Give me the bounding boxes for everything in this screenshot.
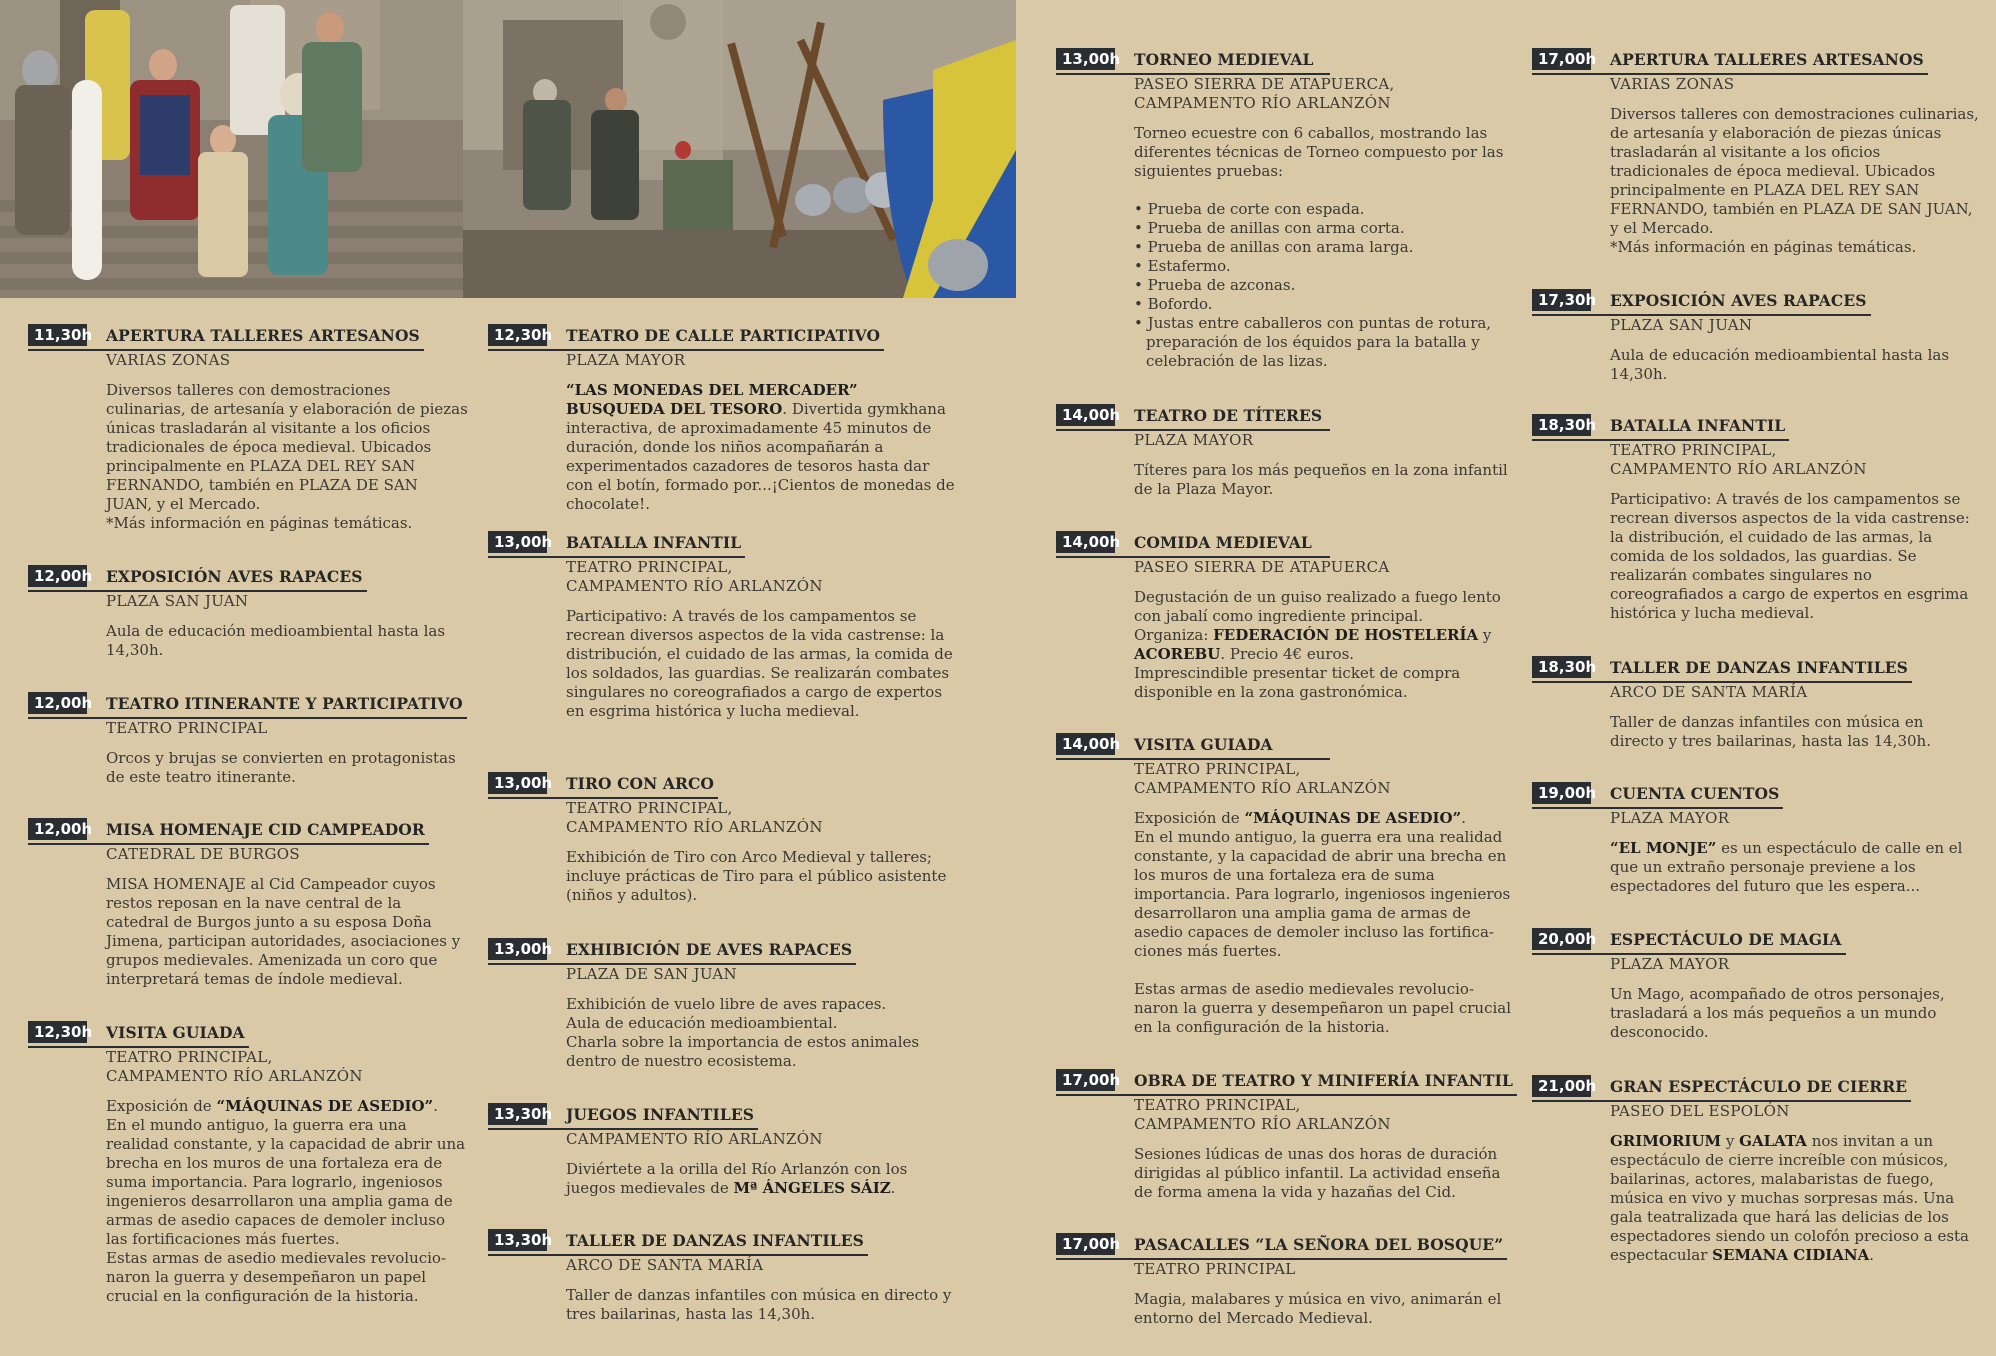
event-time-badge: 21,00h bbox=[1532, 1075, 1591, 1097]
event-header bbox=[1532, 782, 1982, 806]
event-title: EXPOSICIÓN AVES RAPACES bbox=[106, 567, 363, 586]
location-line: PASEO DEL ESPOLÓN bbox=[1610, 1102, 1790, 1120]
event-item bbox=[1532, 289, 1982, 384]
description-paragraph: Diviértete a la orilla del Río Arlanzón con los juegos medievales de Mª ÁNGELES SÁIZ. bbox=[566, 1160, 908, 1197]
event-header bbox=[28, 565, 468, 589]
description-paragraph: Exposición de “MÁQUINAS DE ASEDIO”. bbox=[1134, 809, 1466, 827]
event-header bbox=[28, 1021, 468, 1045]
description-paragraph: Participativo: A través de los campamentos se recrean diversos aspectos de la vida castrense: la distribución, el cuidado de las armas, la comida de los soldados, las guardias. Se realizarán combates singulares no coreografiados a cargo de expertos en esgrima histórica y lucha medieval. bbox=[1610, 490, 1970, 622]
description-paragraph: *Más información en páginas temáticas. bbox=[106, 514, 413, 532]
title-underline bbox=[1532, 681, 1912, 683]
event-description bbox=[1134, 461, 1516, 499]
event-time-badge: 12,30h bbox=[28, 1021, 87, 1043]
event-location bbox=[106, 845, 468, 864]
location-line: ARCO DE SANTA MARÍA bbox=[1610, 683, 1808, 701]
event-body bbox=[106, 592, 468, 660]
description-paragraph: GRIMORIUM y GALATA nos invitan a un espectáculo de cierre increíble con músicos, bailarinas, actores, malabaristas de fuego, música en vivo y muchas sorpresas más. Una gala teatralizada que hará las delicias de los espectadores siendo un colofón precioso a esta espectacular SEMANA CIDIANA. bbox=[1610, 1132, 1969, 1264]
location-line: PLAZA MAYOR bbox=[1134, 431, 1254, 449]
event-location bbox=[1610, 316, 1982, 335]
title-underline bbox=[1532, 953, 1846, 955]
description-paragraph: Taller de danzas infantiles con música en directo y tres bailarinas, hasta las 14,30h. bbox=[1610, 713, 1931, 750]
event-location bbox=[1610, 1102, 1982, 1121]
description-paragraph: Imprescindible presentar ticket de compra disponible en la zona gastronómica. bbox=[1134, 664, 1461, 701]
title-underline bbox=[28, 843, 429, 845]
event-header bbox=[1056, 531, 1516, 555]
event-title: TEATRO DE TÍTERES bbox=[1134, 406, 1323, 425]
photo-medieval-market bbox=[463, 0, 1016, 298]
event-header bbox=[488, 531, 958, 555]
location-line: CAMPAMENTO RÍO ARLANZÓN bbox=[106, 1067, 363, 1085]
event-description bbox=[1610, 839, 1982, 896]
description-paragraph: Aula de educación medioambiental hasta las 14,30h. bbox=[106, 622, 446, 659]
description-paragraph: Magia, malabares y música en vivo, animarán el entorno del Mercado Medieval. bbox=[1134, 1290, 1502, 1327]
title-underline bbox=[1056, 1094, 1517, 1096]
event-body bbox=[566, 1256, 958, 1324]
location-line: CAMPAMENTO RÍO ARLANZÓN bbox=[1134, 94, 1391, 112]
event-title: TEATRO ITINERANTE Y PARTICIPATIVO bbox=[106, 694, 463, 713]
event-time-badge: 12,00h bbox=[28, 818, 87, 840]
location-line: CAMPAMENTO RÍO ARLANZÓN bbox=[566, 1130, 823, 1148]
event-time-badge: 13,30h bbox=[488, 1103, 547, 1125]
event-body bbox=[106, 1048, 468, 1306]
event-item bbox=[488, 1103, 958, 1198]
location-line: CATEDRAL DE BURGOS bbox=[106, 845, 300, 863]
event-location bbox=[566, 965, 958, 984]
event-description bbox=[566, 381, 958, 514]
event-time-badge: 12,30h bbox=[488, 324, 547, 346]
event-title: JUEGOS INFANTILES bbox=[566, 1105, 755, 1124]
event-time-badge: 17,00h bbox=[1056, 1069, 1115, 1091]
event-body bbox=[1134, 558, 1516, 702]
event-description bbox=[566, 1286, 958, 1324]
event-location bbox=[1610, 955, 1982, 974]
event-item bbox=[1532, 928, 1982, 1042]
event-description bbox=[1610, 1132, 1982, 1265]
description-paragraph: Orcos y brujas se convierten en protagonistas de este teatro itinerante. bbox=[106, 749, 456, 786]
event-time-badge: 14,00h bbox=[1056, 733, 1115, 755]
event-header bbox=[488, 1229, 958, 1253]
event-time-badge: 12,00h bbox=[28, 565, 87, 587]
description-paragraph: Degustación de un guiso realizado a fuego lento con jabalí como ingrediente principal. bbox=[1134, 588, 1501, 625]
event-time-badge: 13,00h bbox=[488, 772, 547, 794]
event-item bbox=[488, 772, 958, 905]
event-header bbox=[1532, 414, 1982, 438]
description-paragraph: Exhibición de Tiro con Arco Medieval y talleres; incluye prácticas de Tiro para el público asistente (niños y adultos). bbox=[566, 848, 947, 904]
event-description bbox=[1610, 985, 1982, 1042]
event-header bbox=[488, 324, 958, 348]
location-line: TEATRO PRINCIPAL, bbox=[566, 558, 733, 576]
description-paragraph: Títeres para los más pequeños en la zona infantil de la Plaza Mayor. bbox=[1134, 461, 1508, 498]
event-description bbox=[1134, 124, 1516, 371]
title-underline bbox=[1532, 314, 1871, 316]
description-paragraph bbox=[1134, 961, 1516, 980]
location-line: PLAZA SAN JUAN bbox=[1610, 316, 1753, 334]
event-time-badge: 18,30h bbox=[1532, 414, 1591, 436]
event-description bbox=[106, 381, 468, 533]
description-paragraph: Torneo ecuestre con 6 caballos, mostrando las diferentes técnicas de Torneo compuesto por las siguientes pruebas: bbox=[1134, 124, 1504, 180]
location-line: VARIAS ZONAS bbox=[1610, 75, 1735, 93]
event-item bbox=[1532, 782, 1982, 896]
event-body bbox=[106, 719, 468, 787]
location-line: CAMPAMENTO RÍO ARLANZÓN bbox=[566, 577, 823, 595]
title-underline bbox=[1532, 439, 1789, 441]
event-time-badge: 13,00h bbox=[488, 938, 547, 960]
description-paragraph: Un Mago, acompañado de otros personajes, trasladará a los más pequeños a un mundo desconocido. bbox=[1610, 985, 1945, 1041]
event-location bbox=[1134, 1096, 1516, 1134]
location-line: TEATRO PRINCIPAL, bbox=[1134, 760, 1301, 778]
description-paragraph: Aula de educación medioambiental hasta las 14,30h. bbox=[1610, 346, 1950, 383]
list-item: • Prueba de corte con espada. bbox=[1134, 200, 1516, 219]
event-body bbox=[1610, 316, 1982, 384]
event-body bbox=[1610, 75, 1982, 257]
location-line: PLAZA MAYOR bbox=[1610, 809, 1730, 827]
title-underline bbox=[28, 590, 367, 592]
event-body bbox=[1134, 75, 1516, 371]
title-underline bbox=[1532, 73, 1928, 75]
event-title: TALLER DE DANZAS INFANTILES bbox=[1610, 658, 1908, 677]
event-title: VISITA GUIADA bbox=[106, 1023, 245, 1042]
event-title: BATALLA INFANTIL bbox=[566, 533, 742, 552]
event-header bbox=[1532, 1075, 1982, 1099]
list-item: • Justas entre caballeros con puntas de rotura, preparación de los équidos para la batalla y celebración de las lizas. bbox=[1134, 314, 1516, 371]
event-body bbox=[106, 845, 468, 989]
event-location bbox=[566, 558, 958, 596]
event-item bbox=[1532, 1075, 1982, 1265]
description-paragraph: MISA HOMENAJE al Cid Campeador cuyos restos reposan en la nave central de la catedral de Burgos junto a su esposa Doña Jimena, participan autoridades, asociaciones y grupos medievales. Amenizada un coro que interpretará temas de índole medieval. bbox=[106, 875, 461, 988]
title-underline bbox=[1532, 807, 1783, 809]
event-location bbox=[106, 351, 468, 370]
event-item bbox=[488, 531, 958, 721]
event-header bbox=[28, 818, 468, 842]
description-paragraph: En el mundo antiguo, la guerra era una realidad constante, y la capacidad de abrir una brecha en los muros de una fortaleza era de suma importancia. Para lograrlo, ingeniosos ingenieros desarrollaron una amplia gama de armas de asedio capaces de demoler incluso las fortificaciones más fuertes. bbox=[106, 1116, 466, 1248]
event-description bbox=[566, 607, 958, 721]
event-location bbox=[106, 592, 468, 611]
event-description bbox=[1610, 346, 1982, 384]
event-location bbox=[1134, 1260, 1516, 1279]
description-paragraph: Aula de educación medioambiental. bbox=[566, 1014, 838, 1032]
event-location bbox=[1610, 809, 1982, 828]
location-line: CAMPAMENTO RÍO ARLANZÓN bbox=[1134, 779, 1391, 797]
title-underline bbox=[488, 1254, 868, 1256]
event-description bbox=[566, 848, 958, 905]
description-paragraph: “EL MONJE” es un espectáculo de calle en el que un extraño personaje previene a los espectadores del futuro que les espera... bbox=[1610, 839, 1963, 895]
location-line: TEATRO PRINCIPAL, bbox=[106, 1048, 273, 1066]
event-description bbox=[1610, 490, 1982, 623]
event-body bbox=[1610, 683, 1982, 751]
list-item: • Bofordo. bbox=[1134, 295, 1516, 314]
event-location bbox=[566, 1130, 958, 1149]
event-title: CUENTA CUENTOS bbox=[1610, 784, 1780, 803]
event-header bbox=[28, 692, 468, 716]
event-time-badge: 13,30h bbox=[488, 1229, 547, 1251]
location-line: PLAZA DE SAN JUAN bbox=[566, 965, 737, 983]
event-location bbox=[1134, 431, 1516, 450]
event-description bbox=[1134, 1290, 1516, 1328]
event-title: ESPECTÁCULO DE MAGIA bbox=[1610, 930, 1842, 949]
description-paragraph: Sesiones lúdicas de unas dos horas de duración dirigidas al público infantil. La actividad enseña de forma amena la vida y hazañas del Cid. bbox=[1134, 1145, 1501, 1201]
event-description bbox=[566, 995, 958, 1071]
event-title: TEATRO DE CALLE PARTICIPATIVO bbox=[566, 326, 881, 345]
event-body bbox=[566, 1130, 958, 1198]
event-description bbox=[1610, 713, 1982, 751]
event-item bbox=[28, 565, 468, 660]
event-location bbox=[1134, 75, 1516, 113]
event-time-badge: 12,00h bbox=[28, 692, 87, 714]
event-description bbox=[106, 875, 468, 989]
event-body bbox=[1134, 1096, 1516, 1202]
description-paragraph: *Más información en páginas temáticas. bbox=[1610, 238, 1917, 256]
event-time-badge: 14,00h bbox=[1056, 531, 1115, 553]
description-paragraph: Charla sobre la importancia de estos animales dentro de nuestro ecosistema. bbox=[566, 1033, 920, 1070]
event-time-badge: 18,30h bbox=[1532, 656, 1591, 678]
location-line: PLAZA MAYOR bbox=[1610, 955, 1730, 973]
event-title: TIRO CON ARCO bbox=[566, 774, 715, 793]
location-line: TEATRO PRINCIPAL, bbox=[1134, 1096, 1301, 1114]
event-time-badge: 11,30h bbox=[28, 324, 87, 346]
location-line: PLAZA MAYOR bbox=[566, 351, 686, 369]
event-header bbox=[1532, 48, 1982, 72]
description-paragraph: Diversos talleres con demostraciones culinarias, de artesanía y elaboración de piezas únicas trasladarán al visitante a los oficios tradicionales de época medieval. Ubicados principalmente en PLAZA DEL REY SAN FERNANDO, también en PLAZA DE SAN JUAN, y el Mercado. bbox=[1610, 105, 1979, 237]
description-paragraph: En el mundo antiguo, la guerra era una realidad constante, y la capacidad de abrir una brecha en los muros de una fortaleza era de suma importancia. Para lograrlo, ingeniosos ingenieros desarrollaron una amplia gama de armas de asedio capaces de demoler incluso las fortifica-ciones más fuertes. bbox=[1134, 828, 1511, 960]
event-time-badge: 17,00h bbox=[1532, 48, 1591, 70]
title-underline bbox=[1532, 1100, 1911, 1102]
event-body bbox=[1134, 431, 1516, 499]
event-location bbox=[1134, 558, 1516, 577]
description-paragraph: “LAS MONEDAS DEL MERCADER” BUSQUEDA DEL TESORO. Divertida gymkhana interactiva, de aproximadamente 45 minutos de duración, donde los niños acompañarán a experimentados cazadores de tesoros hasta dar con el botín, formado por...¡Cientos de monedas de chocolate!. bbox=[566, 381, 955, 513]
event-location bbox=[106, 719, 468, 738]
event-item bbox=[488, 938, 958, 1071]
event-title: OBRA DE TEATRO Y MINIFERÍA INFANTIL bbox=[1134, 1071, 1513, 1090]
event-header bbox=[1056, 1069, 1516, 1093]
location-line: TEATRO PRINCIPAL bbox=[1134, 1260, 1296, 1278]
event-location bbox=[1610, 683, 1982, 702]
event-body bbox=[106, 351, 468, 533]
event-header bbox=[1056, 404, 1516, 428]
event-location bbox=[106, 1048, 468, 1086]
event-body bbox=[1134, 1260, 1516, 1328]
event-body bbox=[566, 558, 958, 721]
description-paragraph: Organiza: FEDERACIÓN DE HOSTELERÍA y ACOREBU. Precio 4€ euros. bbox=[1134, 626, 1492, 663]
title-underline bbox=[488, 556, 745, 558]
event-body bbox=[1610, 809, 1982, 896]
event-item bbox=[1532, 48, 1982, 257]
event-time-badge: 14,00h bbox=[1056, 404, 1115, 426]
title-underline bbox=[28, 717, 467, 719]
event-body bbox=[566, 799, 958, 905]
event-title: APERTURA TALLERES ARTESANOS bbox=[1610, 50, 1924, 69]
event-location bbox=[566, 1256, 958, 1275]
event-description bbox=[106, 1097, 468, 1306]
title-underline bbox=[28, 349, 424, 351]
event-header bbox=[28, 324, 468, 348]
title-underline bbox=[28, 1046, 249, 1048]
description-paragraph: Exhibición de vuelo libre de aves rapaces. bbox=[566, 995, 887, 1013]
event-title: APERTURA TALLERES ARTESANOS bbox=[106, 326, 420, 345]
event-header bbox=[488, 772, 958, 796]
event-title: TALLER DE DANZAS INFANTILES bbox=[566, 1231, 864, 1250]
photo-medieval-costumes bbox=[0, 0, 463, 298]
event-header bbox=[1056, 733, 1516, 757]
tournament-events-list bbox=[1134, 200, 1516, 371]
event-item bbox=[1056, 404, 1516, 499]
description-paragraph: Exposición de “MÁQUINAS DE ASEDIO”. bbox=[106, 1097, 438, 1115]
event-time-badge: 17,00h bbox=[1056, 1233, 1115, 1255]
event-item bbox=[28, 1021, 468, 1306]
location-line: CAMPAMENTO RÍO ARLANZÓN bbox=[1134, 1115, 1391, 1133]
event-title: PASACALLES “LA SEÑORA DEL BOSQUE” bbox=[1134, 1235, 1504, 1254]
title-underline bbox=[1056, 1258, 1507, 1260]
event-body bbox=[1610, 1102, 1982, 1265]
event-title: EXHIBICIÓN DE AVES RAPACES bbox=[566, 940, 853, 959]
location-line: TEATRO PRINCIPAL, bbox=[1610, 441, 1777, 459]
event-description bbox=[1610, 105, 1982, 257]
title-underline bbox=[488, 349, 884, 351]
event-description bbox=[1134, 588, 1516, 702]
event-title: VISITA GUIADA bbox=[1134, 735, 1273, 754]
title-underline bbox=[1056, 73, 1330, 75]
title-underline bbox=[488, 1128, 758, 1130]
event-item bbox=[28, 324, 468, 533]
event-description bbox=[106, 749, 468, 787]
event-description bbox=[1134, 809, 1516, 1037]
event-title: MISA HOMENAJE CID CAMPEADOR bbox=[106, 820, 425, 839]
event-time-badge: 17,30h bbox=[1532, 289, 1591, 311]
event-item bbox=[1056, 531, 1516, 702]
event-title: GRAN ESPECTÁCULO DE CIERRE bbox=[1610, 1077, 1908, 1096]
event-description bbox=[1134, 1145, 1516, 1202]
event-header bbox=[1056, 48, 1516, 72]
event-location bbox=[1134, 760, 1516, 798]
event-description bbox=[566, 1160, 958, 1198]
location-line: CAMPAMENTO RÍO ARLANZÓN bbox=[1610, 460, 1867, 478]
event-item bbox=[1056, 48, 1516, 371]
event-item bbox=[1056, 733, 1516, 1037]
event-item bbox=[488, 324, 958, 514]
description-paragraph: Estas armas de asedio medievales revolucio-naron la guerra y desempeñaron un papel crucial en la configuración de la historia. bbox=[106, 1249, 447, 1305]
event-body bbox=[566, 965, 958, 1071]
title-underline bbox=[1056, 758, 1330, 760]
location-line: CAMPAMENTO RÍO ARLANZÓN bbox=[566, 818, 823, 836]
title-underline bbox=[1056, 556, 1330, 558]
title-underline bbox=[1056, 429, 1330, 431]
event-body bbox=[1610, 955, 1982, 1042]
event-title: EXPOSICIÓN AVES RAPACES bbox=[1610, 291, 1867, 310]
description-paragraph: Participativo: A través de los campamentos se recrean diversos aspectos de la vida castrense: la distribución, el cuidado de las armas, la comida de los soldados, las guardias. Se realizarán combates singulares no coreografiados a cargo de expertos en esgrima histórica y lucha medieval. bbox=[566, 607, 953, 720]
list-item: • Prueba de anillas con arama larga. bbox=[1134, 238, 1516, 257]
list-item: • Prueba de azconas. bbox=[1134, 276, 1516, 295]
location-line: TEATRO PRINCIPAL, bbox=[566, 799, 733, 817]
event-header bbox=[1532, 928, 1982, 952]
event-description bbox=[106, 622, 468, 660]
location-line: ARCO DE SANTA MARÍA bbox=[566, 1256, 764, 1274]
event-location bbox=[1610, 75, 1982, 94]
title-underline bbox=[488, 797, 718, 799]
event-header bbox=[488, 1103, 958, 1127]
event-location bbox=[566, 799, 958, 837]
event-title: BATALLA INFANTIL bbox=[1610, 416, 1786, 435]
event-body bbox=[1134, 760, 1516, 1037]
location-line: VARIAS ZONAS bbox=[106, 351, 231, 369]
event-item bbox=[1056, 1233, 1516, 1328]
description-paragraph: Diversos talleres con demostraciones culinarias, de artesanía y elaboración de piezas únicas trasladarán al visitante a los oficios tradicionales de época medieval. Ubicados principalmente en PLAZA DEL REY SAN FERNANDO, también en PLAZA DE SAN JUAN, y el Mercado. bbox=[106, 381, 468, 513]
event-body bbox=[566, 351, 958, 514]
location-line: PASEO SIERRA DE ATAPUERCA, bbox=[1134, 75, 1395, 93]
description-paragraph: Taller de danzas infantiles con música en directo y tres bailarinas, hasta las 14,30h. bbox=[566, 1286, 952, 1323]
event-item bbox=[488, 1229, 958, 1324]
event-location bbox=[1610, 441, 1982, 479]
description-paragraph: Estas armas de asedio medievales revolucio-naron la guerra y desempeñaron un papel crucial en la configuración de la historia. bbox=[1134, 980, 1512, 1036]
event-time-badge: 13,00h bbox=[488, 531, 547, 553]
event-header bbox=[1532, 289, 1982, 313]
event-header bbox=[1056, 1233, 1516, 1257]
event-item bbox=[1532, 656, 1982, 751]
event-item bbox=[1056, 1069, 1516, 1202]
event-time-badge: 19,00h bbox=[1532, 782, 1591, 804]
event-item bbox=[28, 818, 468, 989]
event-header bbox=[1532, 656, 1982, 680]
event-time-badge: 13,00h bbox=[1056, 48, 1115, 70]
event-body bbox=[1610, 441, 1982, 623]
location-line: PLAZA SAN JUAN bbox=[106, 592, 249, 610]
event-header bbox=[488, 938, 958, 962]
event-time-badge: 20,00h bbox=[1532, 928, 1591, 950]
list-item: • Estafermo. bbox=[1134, 257, 1516, 276]
event-location bbox=[566, 351, 958, 370]
event-title: TORNEO MEDIEVAL bbox=[1134, 50, 1314, 69]
event-item bbox=[1532, 414, 1982, 623]
event-title: COMIDA MEDIEVAL bbox=[1134, 533, 1312, 552]
location-line: TEATRO PRINCIPAL bbox=[106, 719, 268, 737]
event-item bbox=[28, 692, 468, 787]
list-item: • Prueba de anillas con arma corta. bbox=[1134, 219, 1516, 238]
location-line: PASEO SIERRA DE ATAPUERCA bbox=[1134, 558, 1390, 576]
title-underline bbox=[488, 963, 856, 965]
